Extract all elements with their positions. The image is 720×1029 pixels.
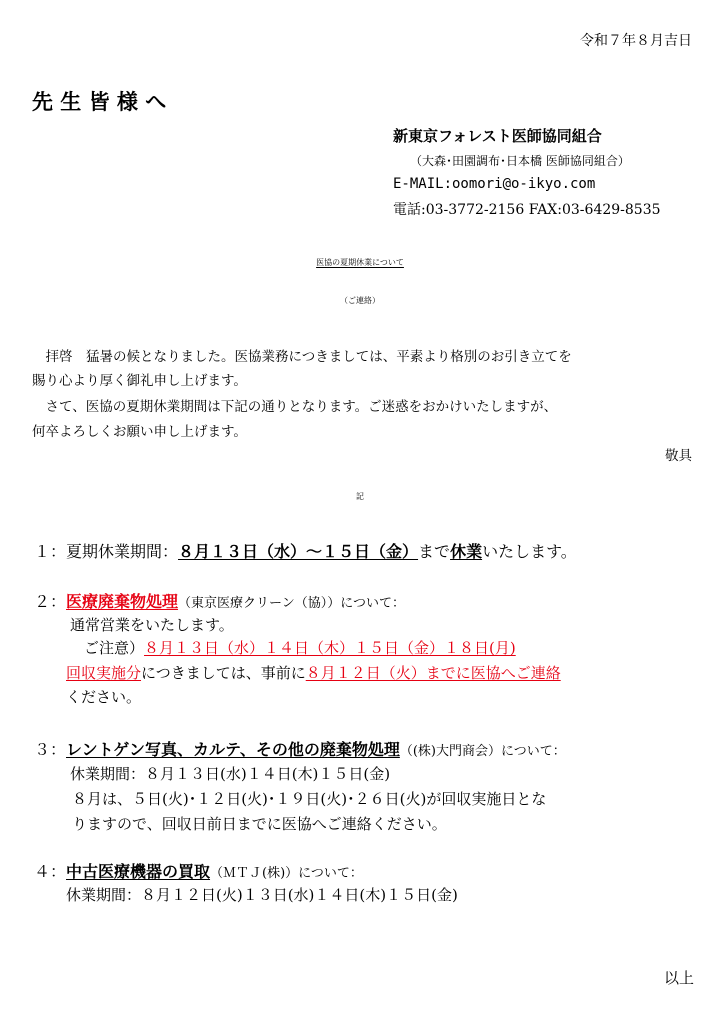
body-p2-line2: 何卒よろしくお願い申し上げます。 bbox=[32, 424, 247, 440]
item-4-heading bbox=[34, 859, 363, 882]
body-p1-line1: 拝啓 猛暑の候となりました。医協業務につきましては、平素より格別のお引き立てを bbox=[32, 349, 572, 365]
item-1-dates: ８月１３日（水）～１５日（金） bbox=[178, 542, 419, 561]
item-4-vendor: （ＭＴＪ(株)）について： bbox=[210, 866, 363, 881]
item-2-number: ２： bbox=[34, 592, 67, 611]
item-1-made: まで bbox=[418, 542, 451, 561]
item-2-jizen: につきましては、事前に bbox=[141, 664, 306, 682]
ki-label: 記 bbox=[356, 492, 364, 501]
item-2-dates: ８月１３日（水）１４日（木）１５日（金）１８日(月) bbox=[144, 639, 516, 657]
item-3-line3: りますので、回収日前日までに医協へご連絡ください。 bbox=[72, 815, 447, 833]
item-2-label: 医療廃棄物処理 bbox=[66, 592, 179, 611]
sender-org: 新東京フォレスト医師協同組合 bbox=[393, 127, 602, 145]
item-3-line2: ８月は、５日(火)･１２日(火)･１９日(火)･２６日(火)が回収実施日とな bbox=[72, 790, 547, 808]
item-1-end: いたします。 bbox=[482, 542, 577, 561]
item-2-kaishu: 回収実施分 bbox=[66, 664, 142, 682]
notice-subtitle: （ご連絡） bbox=[340, 296, 380, 305]
item-3-label: レントゲン写真、カルテ、その他の廃棄物処理 bbox=[66, 740, 400, 759]
item-2-heading bbox=[34, 589, 405, 612]
addressee: 先 生 皆 様 へ bbox=[32, 90, 167, 114]
item-3-heading bbox=[34, 737, 566, 760]
item-2-vendor: （東京医療クリーン（協））について： bbox=[178, 596, 406, 611]
item-2-note: ご注意） bbox=[84, 639, 145, 657]
sender-sub: （大森･田園調布･日本橋 医師協同組合） bbox=[410, 154, 630, 168]
item-1-kyugyo: 休業 bbox=[450, 542, 483, 561]
item-3-line1: 休業期間：８月１３日(水)１４日(木)１５日(金) bbox=[70, 765, 391, 783]
item-4-number: ４： bbox=[34, 862, 67, 881]
ijou: 以上 bbox=[663, 969, 694, 987]
sender-phone: 電話:03-3772-2156 FAX:03-6429-8535 bbox=[393, 202, 661, 218]
closing: 敬具 bbox=[665, 448, 692, 464]
item-3-number: ３： bbox=[34, 740, 67, 759]
item-2-deadline: ８月１２日（火）までに医協へご連絡 bbox=[305, 664, 561, 682]
notice-title: 医協の夏期休業について bbox=[316, 258, 404, 267]
item-1 bbox=[34, 539, 577, 562]
item-2-line3 bbox=[66, 662, 561, 683]
item-1-label: 夏期休業期間： bbox=[66, 542, 179, 561]
body-p1-line2: 賜り心より厚く御礼申し上げます。 bbox=[32, 373, 247, 389]
body-p2-line1: さて、医協の夏期休業期間は下記の通りとなります。ご迷惑をおかけいたしますが、 bbox=[32, 399, 558, 415]
item-3-vendor: （(株)大門商会）について： bbox=[399, 744, 566, 759]
item-1-number: １： bbox=[34, 542, 67, 561]
item-2-line4: ください。 bbox=[66, 688, 142, 706]
item-3-body bbox=[70, 763, 710, 843]
date: 令和７年８月吉日 bbox=[580, 33, 692, 49]
sender-email: E-MAIL:oomori@o-ikyo.com bbox=[393, 176, 596, 192]
item-2-line2 bbox=[84, 637, 516, 658]
item-2-line1: 通常営業をいたします。 bbox=[70, 616, 234, 634]
item-4-label: 中古医療機器の買取 bbox=[66, 862, 211, 881]
item-2-body bbox=[66, 614, 706, 714]
item-4-line1: 休業期間：８月１２日(火)１３日(水)１４日(木)１５日(金) bbox=[66, 886, 458, 904]
